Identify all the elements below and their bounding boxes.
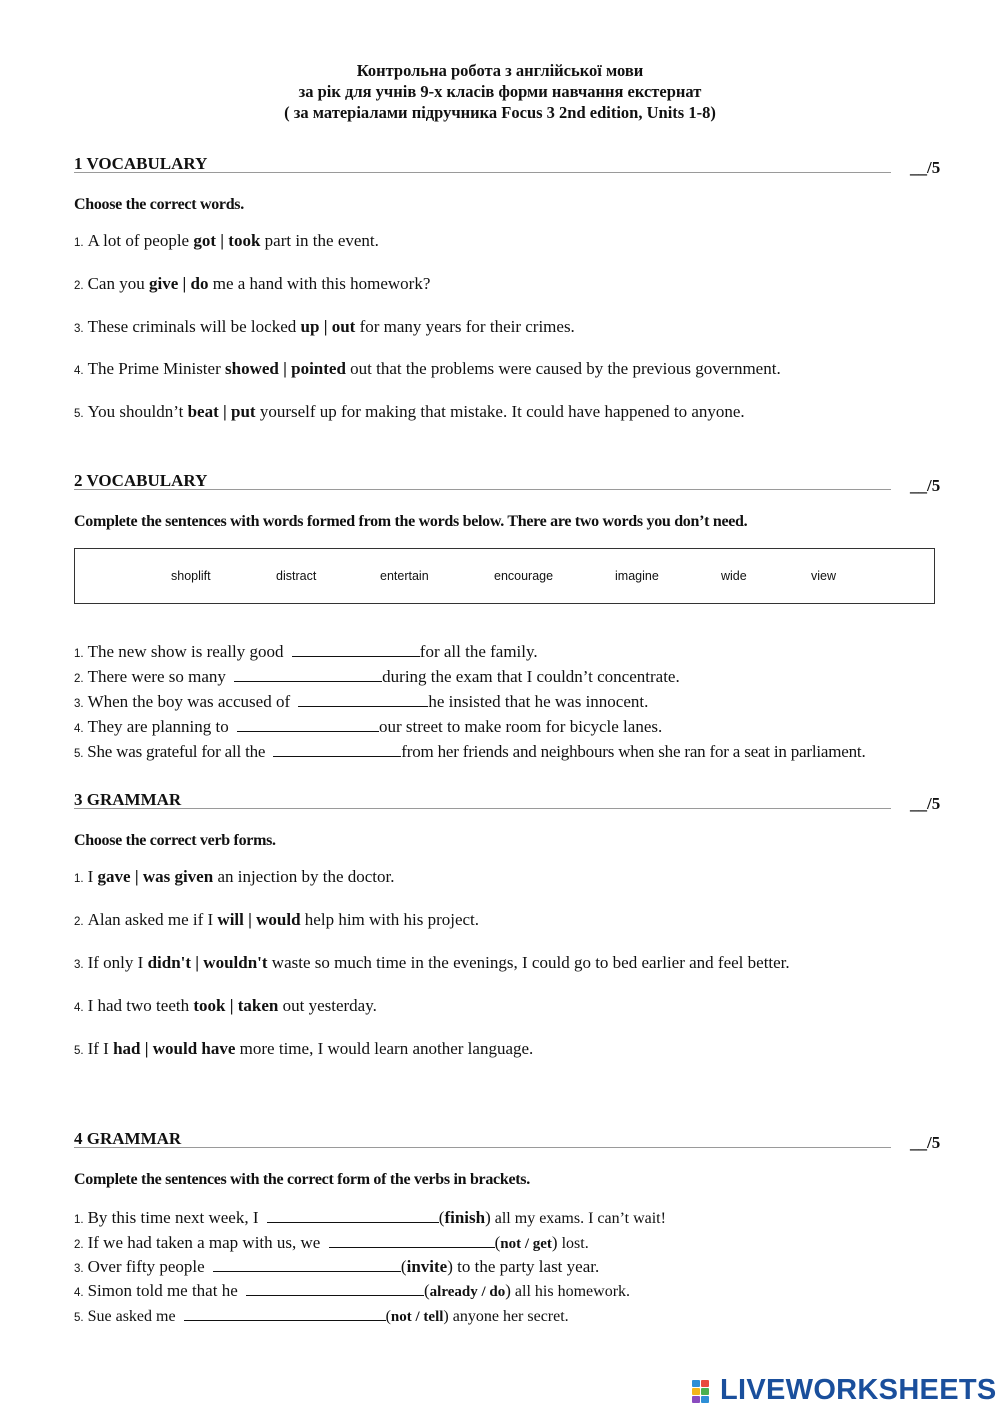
section-3-item-4 <box>74 996 377 1016</box>
item-text: all his homework. <box>510 1283 631 1300</box>
choice-separator: | <box>191 953 204 972</box>
item-text: waste so much time in the evenings, I could go to bed earlier and feel better. <box>267 953 790 972</box>
item-number: 1. <box>74 648 84 660</box>
item-number: 2. <box>74 280 84 292</box>
worksheet-header <box>0 60 1000 123</box>
item-text: Sue asked me <box>87 1308 180 1325</box>
choice-separator: | <box>140 1039 153 1058</box>
section-3-item-2 <box>74 910 479 930</box>
item-number: 4. <box>74 1002 84 1014</box>
item-number: 2. <box>74 916 84 928</box>
answer-blank[interactable] <box>246 1280 424 1296</box>
section-1-instruction: Choose the correct words. <box>74 196 244 213</box>
section-2-title: 2 VOCABULARY <box>74 471 208 490</box>
item-number: 1. <box>74 1214 84 1226</box>
answer-blank[interactable] <box>273 741 401 757</box>
section-4-item-4 <box>74 1280 630 1301</box>
item-text: She was grateful for all the <box>87 742 270 761</box>
item-number: 3. <box>74 1263 84 1275</box>
section-2-divider <box>74 489 891 490</box>
item-text: our street to make room for bicycle lanes. <box>379 717 663 736</box>
bracket-close: ) <box>447 1257 453 1276</box>
answer-blank[interactable] <box>292 641 420 657</box>
bracket-close: ) <box>505 1281 511 1300</box>
choice-option-2[interactable]: pointed <box>291 359 346 378</box>
item-text: anyone her secret. <box>448 1308 569 1325</box>
answer-blank[interactable] <box>237 716 379 732</box>
item-number: 2. <box>74 673 84 685</box>
answer-blank[interactable] <box>213 1256 401 1272</box>
item-text: lost. <box>557 1235 589 1252</box>
item-number: 3. <box>74 323 84 335</box>
item-text: part in the event. <box>260 231 379 250</box>
item-text: If I <box>87 1039 114 1058</box>
item-text: I <box>87 867 98 886</box>
item-text: By this time next week, I <box>87 1208 263 1227</box>
section-2-score: __/5 <box>910 476 941 495</box>
item-text: If we had taken a map with us, we <box>87 1233 325 1252</box>
word-bank-box <box>74 548 935 604</box>
section-1-item-5 <box>74 402 745 422</box>
section-2-item-3 <box>74 691 648 712</box>
answer-blank[interactable] <box>184 1305 386 1321</box>
item-text: The Prime Minister <box>87 359 225 378</box>
word-bank-word: imagine <box>615 569 659 583</box>
item-text: Over fifty people <box>87 1257 209 1276</box>
item-text: more time, I would learn another language. <box>235 1039 534 1058</box>
item-text: all my exams. I can’t wait! <box>490 1210 666 1227</box>
item-text: If only I <box>87 953 148 972</box>
item-text: Simon told me that he <box>87 1281 242 1300</box>
header-subtitle: за рік для учнів 9-х класів форми навчання екстернат <box>298 82 702 101</box>
choice-separator: | <box>319 317 332 336</box>
choice-option-1[interactable]: didn't <box>147 953 192 972</box>
section-4-score: __/5 <box>910 1133 941 1152</box>
header-source: ( за матеріалами підручника Focus 3 2nd edition, Units 1-8) <box>284 103 716 122</box>
section-1-score: __/5 <box>910 158 941 177</box>
choice-option-2[interactable]: took <box>228 231 261 250</box>
verb-hint: not / get <box>500 1236 552 1252</box>
item-number: 1. <box>74 873 84 885</box>
item-number: 3. <box>74 959 84 971</box>
section-3-divider <box>74 808 891 809</box>
item-text: The new show is really good <box>87 642 288 661</box>
word-bank-word: view <box>811 569 837 583</box>
section-1-divider <box>74 172 891 173</box>
item-text: I had two teeth <box>87 996 194 1015</box>
choice-separator: | <box>130 867 143 886</box>
word-bank-word: wide <box>721 569 747 583</box>
verb-hint: finish <box>444 1208 486 1227</box>
section-4-instruction: Complete the sentences with the correct form of the verbs in brackets. <box>74 1171 530 1188</box>
item-text: an injection by the doctor. <box>213 867 395 886</box>
bracket-open: ( <box>385 1308 391 1325</box>
item-text: he insisted that he was innocent. <box>428 692 649 711</box>
header-title: Контрольна робота з англійської мови <box>356 61 644 80</box>
section-4-item-5 <box>74 1305 569 1326</box>
choice-separator: | <box>216 231 229 250</box>
choice-option-2[interactable]: put <box>231 402 256 421</box>
logo-text: LIVEWORKSHEETS <box>720 1374 997 1406</box>
verb-hint: not / tell <box>390 1309 444 1325</box>
choice-option-2[interactable]: do <box>190 274 209 293</box>
section-4-title: 4 GRAMMAR <box>74 1129 182 1148</box>
choice-separator: | <box>243 910 257 929</box>
choice-option-1[interactable]: gave <box>97 867 131 886</box>
item-text: They are planning to <box>87 717 233 736</box>
item-number: 4. <box>74 1287 84 1299</box>
bracket-open: ( <box>438 1208 445 1227</box>
item-number: 4. <box>74 723 84 735</box>
bracket-close: ) <box>443 1308 449 1325</box>
item-number: 5. <box>74 1312 84 1324</box>
item-text: yourself up for making that mistake. It could have happened to anyone. <box>255 402 745 421</box>
item-text: help him with his project. <box>300 910 480 929</box>
section-3-instruction: Choose the correct verb forms. <box>74 832 276 849</box>
answer-blank[interactable] <box>267 1207 439 1223</box>
liveworksheets-logo <box>688 1372 997 1408</box>
item-text: You shouldn’t <box>87 402 188 421</box>
choice-option-1[interactable]: beat <box>187 402 219 421</box>
verb-hint: invite <box>406 1257 448 1276</box>
logo-grid-icon <box>692 1380 720 1404</box>
item-text: A lot of people <box>87 231 194 250</box>
bracket-open: ( <box>424 1281 430 1300</box>
choice-option-2[interactable]: was given <box>142 867 214 886</box>
item-text: out yesterday. <box>278 996 377 1015</box>
choice-separator: | <box>218 402 232 421</box>
choice-separator: | <box>278 359 292 378</box>
answer-blank[interactable] <box>329 1232 495 1248</box>
item-number: 2. <box>74 1239 84 1251</box>
bracket-close: ) <box>485 1208 491 1227</box>
item-number: 1. <box>74 237 84 249</box>
item-text: for many years for their crimes. <box>355 317 575 336</box>
section-1-item-4 <box>74 359 781 379</box>
item-text: out that the problems were caused by the previous government. <box>345 359 781 378</box>
bracket-open: ( <box>494 1233 501 1252</box>
answer-blank[interactable] <box>298 691 428 707</box>
choice-option-1[interactable]: up <box>300 317 320 336</box>
section-2-instruction: Complete the sentences with words formed from the words below. There are two words you don’t need. <box>74 513 748 530</box>
choice-option-1[interactable]: showed <box>225 359 279 378</box>
section-3-title: 3 GRAMMAR <box>74 790 182 809</box>
item-text: When the boy was accused of <box>87 692 295 711</box>
item-number: 5. <box>74 408 84 420</box>
section-2-item-5 <box>74 741 866 762</box>
choice-option-1[interactable]: got <box>193 231 217 250</box>
choice-option-1[interactable]: took <box>193 996 226 1015</box>
item-number: 3. <box>74 698 84 710</box>
section-3-score: __/5 <box>910 794 941 813</box>
item-number: 4. <box>74 365 84 377</box>
section-3-item-1 <box>74 867 394 887</box>
item-text: These criminals will be locked <box>87 317 301 336</box>
section-1-item-3 <box>74 317 575 337</box>
section-1-title: 1 VOCABULARY <box>74 154 208 173</box>
section-3-item-3 <box>74 953 790 973</box>
word-bank-word: entertain <box>380 569 429 583</box>
section-4-item-1 <box>74 1207 666 1228</box>
section-4-item-2 <box>74 1232 589 1253</box>
choice-option-2[interactable]: taken <box>237 996 279 1015</box>
item-text: me a hand with this homework? <box>208 274 431 293</box>
choice-separator: | <box>225 996 238 1015</box>
item-number: 5. <box>74 1045 84 1057</box>
item-text: Alan asked me if I <box>87 910 218 929</box>
item-text: Can you <box>87 274 149 293</box>
section-2-item-4 <box>74 716 662 737</box>
section-1-item-2 <box>74 274 430 294</box>
item-text: for all the family. <box>419 642 538 661</box>
choice-option-1[interactable]: had <box>113 1039 141 1058</box>
answer-blank[interactable] <box>234 666 382 682</box>
section-3-item-5 <box>74 1039 533 1059</box>
item-text: during the exam that I couldn’t concentrate. <box>382 667 680 686</box>
item-text: There were so many <box>87 667 231 686</box>
choice-separator: | <box>178 274 191 293</box>
section-2-item-2 <box>74 666 680 687</box>
item-number: 5. <box>74 748 84 760</box>
section-4-divider <box>74 1147 891 1148</box>
item-text: to the party last year. <box>452 1257 600 1276</box>
verb-hint: already / do <box>429 1284 506 1300</box>
choice-option-2[interactable]: out <box>331 317 356 336</box>
section-2-item-1 <box>74 641 538 662</box>
choice-option-2[interactable]: would <box>256 910 301 929</box>
bracket-close: ) <box>551 1233 558 1252</box>
choice-option-2[interactable]: would have <box>152 1039 236 1058</box>
item-text: from her friends and neighbours when she ran for a seat in parliament. <box>401 742 866 761</box>
choice-option-2[interactable]: wouldn't <box>203 953 268 972</box>
bracket-open: ( <box>400 1257 407 1276</box>
choice-option-1[interactable]: give <box>148 274 179 293</box>
word-bank-word: distract <box>276 569 317 583</box>
section-1-item-1 <box>74 231 379 251</box>
word-bank-word: encourage <box>494 569 554 583</box>
choice-option-1[interactable]: will <box>217 910 244 929</box>
section-4-item-3 <box>74 1256 599 1277</box>
word-bank-word: shoplift <box>171 569 211 583</box>
